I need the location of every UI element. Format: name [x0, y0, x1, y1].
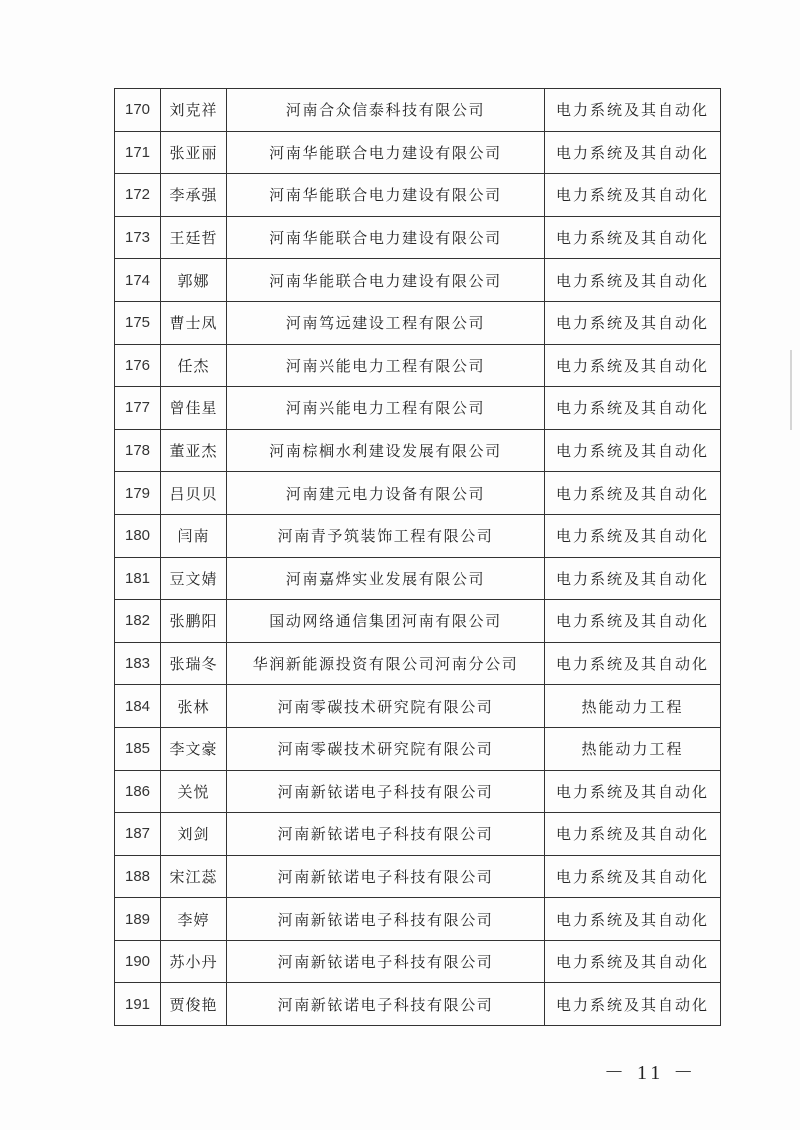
cell-number: 177 [115, 387, 161, 430]
cell-major: 电力系统及其自动化 [545, 387, 721, 430]
cell-major: 热能动力工程 [545, 727, 721, 770]
cell-major: 电力系统及其自动化 [545, 855, 721, 898]
cell-organization: 河南棕榈水利建设发展有限公司 [227, 429, 545, 472]
cell-organization: 河南新铱诺电子科技有限公司 [227, 855, 545, 898]
cell-number: 178 [115, 429, 161, 472]
cell-name: 张亚丽 [161, 131, 227, 174]
table-row [115, 472, 721, 515]
scan-edge-mark [790, 350, 792, 430]
cell-number: 182 [115, 600, 161, 643]
cell-organization: 河南新铱诺电子科技有限公司 [227, 983, 545, 1026]
cell-name: 王廷哲 [161, 216, 227, 259]
cell-organization: 华润新能源投资有限公司河南分公司 [227, 642, 545, 685]
cell-name: 曾佳星 [161, 387, 227, 430]
cell-organization: 河南华能联合电力建设有限公司 [227, 259, 545, 302]
cell-major: 电力系统及其自动化 [545, 259, 721, 302]
cell-name: 吕贝贝 [161, 472, 227, 515]
table-row [115, 557, 721, 600]
cell-major: 电力系统及其自动化 [545, 429, 721, 472]
cell-organization: 河南合众信泰科技有限公司 [227, 89, 545, 132]
cell-number: 188 [115, 855, 161, 898]
table-row [115, 813, 721, 856]
cell-organization: 河南兴能电力工程有限公司 [227, 344, 545, 387]
cell-major: 电力系统及其自动化 [545, 301, 721, 344]
cell-organization: 河南青予筑装饰工程有限公司 [227, 514, 545, 557]
cell-number: 175 [115, 301, 161, 344]
page-number: － 11 － [604, 1062, 698, 1084]
cell-organization: 河南华能联合电力建设有限公司 [227, 216, 545, 259]
cell-major: 电力系统及其自动化 [545, 983, 721, 1026]
cell-name: 张林 [161, 685, 227, 728]
cell-name: 曹士凤 [161, 301, 227, 344]
cell-organization: 河南建元电力设备有限公司 [227, 472, 545, 515]
table-row [115, 983, 721, 1026]
cell-name: 李婷 [161, 898, 227, 941]
cell-name: 闫南 [161, 514, 227, 557]
table-row [115, 642, 721, 685]
cell-major: 热能动力工程 [545, 685, 721, 728]
roster-table [114, 88, 721, 1026]
cell-number: 186 [115, 770, 161, 813]
cell-organization: 河南华能联合电力建设有限公司 [227, 131, 545, 174]
table-row [115, 685, 721, 728]
table-row [115, 514, 721, 557]
cell-number: 187 [115, 813, 161, 856]
cell-major: 电力系统及其自动化 [545, 813, 721, 856]
table-row [115, 898, 721, 941]
cell-number: 173 [115, 216, 161, 259]
cell-name: 郭娜 [161, 259, 227, 302]
table-row [115, 855, 721, 898]
cell-number: 171 [115, 131, 161, 174]
cell-major: 电力系统及其自动化 [545, 770, 721, 813]
table-row [115, 344, 721, 387]
cell-organization: 河南笃远建设工程有限公司 [227, 301, 545, 344]
cell-organization: 河南华能联合电力建设有限公司 [227, 174, 545, 217]
cell-name: 董亚杰 [161, 429, 227, 472]
cell-number: 179 [115, 472, 161, 515]
cell-major: 电力系统及其自动化 [545, 940, 721, 983]
cell-major: 电力系统及其自动化 [545, 344, 721, 387]
cell-major: 电力系统及其自动化 [545, 898, 721, 941]
table-row [115, 940, 721, 983]
cell-number: 176 [115, 344, 161, 387]
cell-number: 189 [115, 898, 161, 941]
cell-organization: 河南兴能电力工程有限公司 [227, 387, 545, 430]
cell-number: 181 [115, 557, 161, 600]
cell-organization: 河南新铱诺电子科技有限公司 [227, 813, 545, 856]
cell-number: 191 [115, 983, 161, 1026]
table-row [115, 89, 721, 132]
cell-organization: 河南零碳技术研究院有限公司 [227, 685, 545, 728]
cell-number: 172 [115, 174, 161, 217]
table-row [115, 387, 721, 430]
table-row [115, 259, 721, 302]
cell-number: 174 [115, 259, 161, 302]
cell-number: 180 [115, 514, 161, 557]
cell-name: 李承强 [161, 174, 227, 217]
table-row [115, 429, 721, 472]
cell-name: 贾俊艳 [161, 983, 227, 1026]
cell-major: 电力系统及其自动化 [545, 472, 721, 515]
roster-table-body [115, 89, 721, 1026]
cell-name: 豆文婧 [161, 557, 227, 600]
cell-organization: 国动网络通信集团河南有限公司 [227, 600, 545, 643]
cell-major: 电力系统及其自动化 [545, 514, 721, 557]
cell-major: 电力系统及其自动化 [545, 557, 721, 600]
cell-number: 185 [115, 727, 161, 770]
cell-name: 任杰 [161, 344, 227, 387]
cell-major: 电力系统及其自动化 [545, 89, 721, 132]
cell-number: 183 [115, 642, 161, 685]
cell-name: 宋江蕊 [161, 855, 227, 898]
cell-organization: 河南嘉烨实业发展有限公司 [227, 557, 545, 600]
cell-number: 184 [115, 685, 161, 728]
cell-number: 190 [115, 940, 161, 983]
cell-name: 刘剑 [161, 813, 227, 856]
table-row [115, 600, 721, 643]
cell-organization: 河南零碳技术研究院有限公司 [227, 727, 545, 770]
cell-name: 关悦 [161, 770, 227, 813]
cell-name: 张鹏阳 [161, 600, 227, 643]
table-row [115, 301, 721, 344]
table-row [115, 727, 721, 770]
cell-major: 电力系统及其自动化 [545, 600, 721, 643]
table-row [115, 770, 721, 813]
cell-major: 电力系统及其自动化 [545, 174, 721, 217]
cell-name: 张瑞冬 [161, 642, 227, 685]
cell-major: 电力系统及其自动化 [545, 131, 721, 174]
cell-organization: 河南新铱诺电子科技有限公司 [227, 940, 545, 983]
cell-name: 苏小丹 [161, 940, 227, 983]
table-row [115, 216, 721, 259]
cell-name: 李文豪 [161, 727, 227, 770]
cell-name: 刘克祥 [161, 89, 227, 132]
cell-major: 电力系统及其自动化 [545, 216, 721, 259]
table-row [115, 131, 721, 174]
cell-organization: 河南新铱诺电子科技有限公司 [227, 770, 545, 813]
cell-number: 170 [115, 89, 161, 132]
cell-organization: 河南新铱诺电子科技有限公司 [227, 898, 545, 941]
cell-major: 电力系统及其自动化 [545, 642, 721, 685]
table-row [115, 174, 721, 217]
